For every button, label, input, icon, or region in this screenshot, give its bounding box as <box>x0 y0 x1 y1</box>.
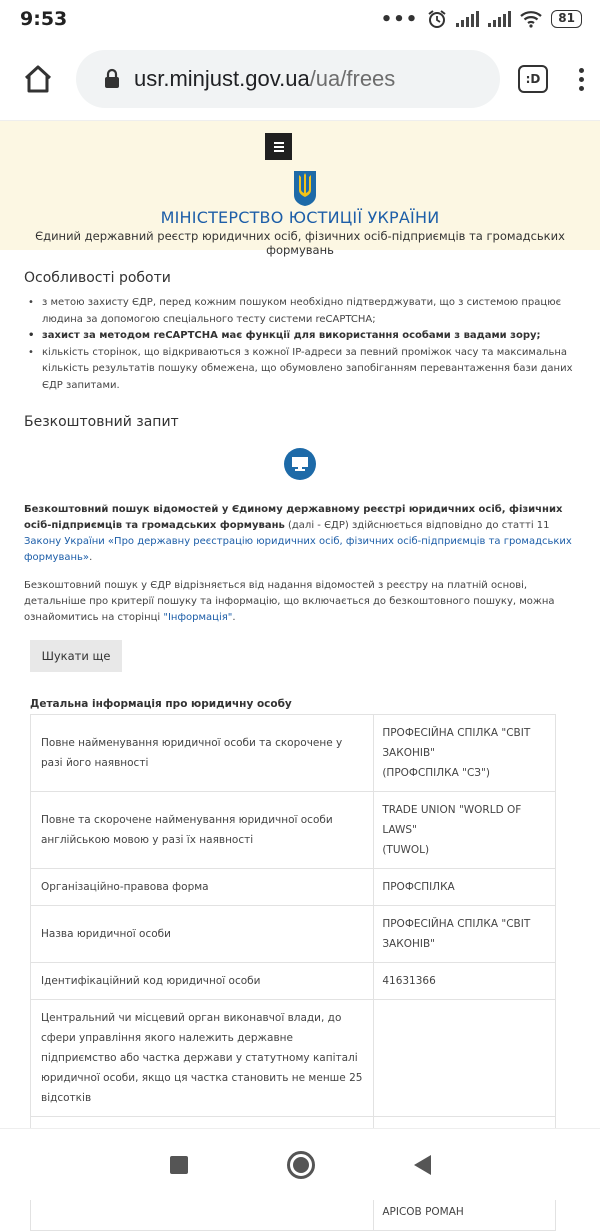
value-line: ЗАКОНІВ" <box>382 747 435 759</box>
free-search-info <box>24 578 576 626</box>
row-value <box>374 792 556 869</box>
more-notifications-icon: ••• <box>380 8 419 30</box>
list-item: • з метою захисту ЄДР, перед кожним пошуком необхідно підтверджувати, що з системою працює людина за допомогою спеціального тесту системи reCAPTCHA; <box>24 295 576 328</box>
value-line: (TUWOL) <box>382 844 430 856</box>
features-title: Особливості роботи <box>24 270 171 286</box>
main-content <box>0 270 600 1231</box>
row-label: Повне та скорочене найменування юридичної особи англійською мовою у разі їх наявності <box>31 792 374 869</box>
value-line: АРІСОВ РОМАН <box>382 1206 464 1218</box>
value-line: ЗАКОНІВ" <box>382 938 435 950</box>
signal-icon <box>456 11 479 27</box>
battery-icon: 81 <box>551 10 582 28</box>
url-path: /ua/frees <box>309 66 396 91</box>
wifi-icon <box>520 10 542 28</box>
value-line: (ПРОФСПІЛКА "СЗ") <box>382 767 490 779</box>
computer-monitor-icon <box>284 448 316 480</box>
back-icon[interactable] <box>414 1155 431 1175</box>
alarm-icon <box>427 9 447 29</box>
row-value <box>374 869 556 906</box>
description-end: . <box>89 552 93 563</box>
table-row <box>31 869 556 906</box>
value-line: 41631366 <box>382 975 436 987</box>
signal-icon-2 <box>488 11 511 27</box>
description-bold: Безкоштовний пошук відомостей у Єдиному державному реєстрі юридичних осіб, фізичних осіб-підприємців та громадських формувань <box>24 504 563 531</box>
status-time: 9:53 <box>20 8 68 30</box>
table-row <box>31 792 556 869</box>
law-link[interactable]: Закону України «Про державну реєстрацію юридичних осіб, фізичних осіб-підприємців та громадських формувань» <box>24 536 572 563</box>
free-search-description <box>24 502 576 566</box>
home-nav-icon[interactable] <box>287 1151 315 1179</box>
info-text: Безкоштовний пошук у ЄДР відрізняється від надання відомостей з реєстру на платній основі, детальніше про критерії пошуку та інформацію, що включається до безкоштовного пошуку, можна ознайомитись на сторінці <box>24 580 555 623</box>
system-nav-bar <box>0 1128 600 1200</box>
status-bar <box>0 0 600 38</box>
details-title: Детальна інформація про юридичну особу <box>30 698 292 710</box>
table-row <box>31 1000 556 1117</box>
info-end: . <box>232 612 236 623</box>
site-header <box>0 120 600 257</box>
value-line: ПРОФЕСІЙНА СПІЛКА "СВІТ <box>382 727 531 739</box>
row-value <box>374 715 556 792</box>
table-row <box>31 715 556 792</box>
registry-subtitle: Єдиний державний реєстр юридичних осіб, фізичних осіб-підприємців та громадських формувань <box>35 229 565 257</box>
row-label: Повне найменування юридичної особи та скорочене у разі його наявності <box>31 715 374 792</box>
value-line: ПРОФЕСІЙНА СПІЛКА "СВІТ <box>382 918 531 930</box>
value-line: LAWS" <box>382 824 417 836</box>
ministry-title: МІНІСТЕРСТВО ЮСТИЦІЇ УКРАЇНИ <box>160 208 440 227</box>
coat-of-arms-icon <box>292 169 318 207</box>
description-text: (далі - ЄДР) здійснюється відповідно до статті 11 <box>284 520 550 531</box>
features-list <box>24 295 576 394</box>
browser-toolbar <box>0 38 600 120</box>
list-item: • захист за методом reCAPTCHA має функції для використання особами з вадами зору; <box>24 328 576 345</box>
row-value <box>374 906 556 963</box>
url-text <box>134 66 395 92</box>
url-domain: usr.minjust.gov.ua <box>134 66 310 91</box>
row-value <box>374 963 556 1000</box>
home-button[interactable] <box>18 59 58 99</box>
address-bar[interactable] <box>76 50 500 108</box>
row-label: Центральний чи місцевий орган виконавчої влади, до сфери управління якого належить державне підприємство або частка держави у статутному капіталі юридичної особи, якщо ця частка становить не менше 25 відсотків <box>31 1000 374 1117</box>
table-row <box>31 963 556 1000</box>
row-label: Назва юридичної особи <box>31 906 374 963</box>
home-icon <box>23 65 53 93</box>
value-line: ПРОФСПІЛКА <box>382 881 455 893</box>
list-item: • кількість сторінок, що відкриваються з кожної IP-адреси за певний проміжок часу та максимальна кількість результатів пошуку обмежена, що обумовлено запобіганням перевантаження бази даних ЄДР запитами. <box>24 345 576 395</box>
row-value <box>374 1000 556 1117</box>
info-link[interactable]: "Інформація" <box>163 612 233 623</box>
tabs-button[interactable]: :D <box>518 65 548 93</box>
browser-menu-button[interactable] <box>576 68 586 91</box>
search-again-button[interactable]: Шукати ще <box>30 640 122 672</box>
free-request-title: Безкоштовний запит <box>24 414 179 430</box>
value-line: TRADE UNION "WORLD OF <box>382 804 522 816</box>
row-label: Ідентифікаційний код юридичної особи <box>31 963 374 1000</box>
status-icons <box>381 9 582 30</box>
table-row <box>31 906 556 963</box>
lock-icon <box>104 69 120 89</box>
recent-apps-icon[interactable] <box>170 1156 188 1174</box>
row-label: Організаційно-правова форма <box>31 869 374 906</box>
hamburger-menu-button[interactable] <box>265 133 292 160</box>
